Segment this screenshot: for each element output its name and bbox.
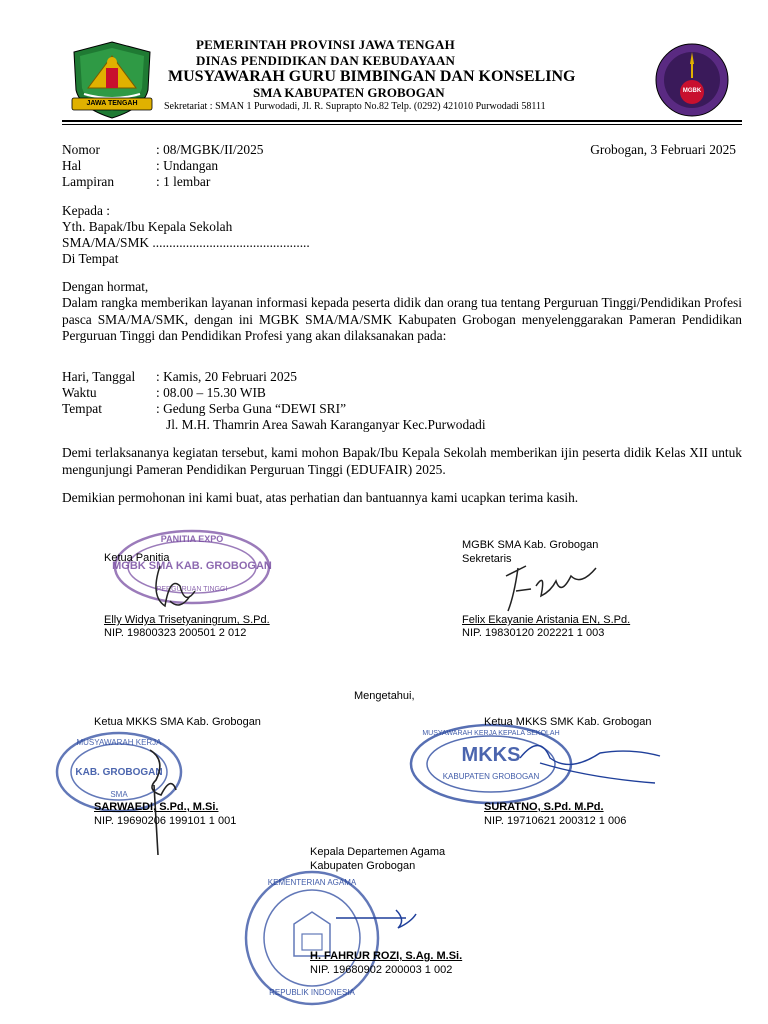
sig-mkks-sma-title: Ketua MKKS SMA Kab. Grobogan [94, 716, 261, 728]
recipient-line-4: Di Tempat [62, 251, 119, 266]
greeting: Dengan hormat, [62, 279, 149, 294]
letter-date: Grobogan, 3 Februari 2025 [590, 142, 736, 157]
sig-ketua-name: Elly Widya Trisetyaningrum, S.Pd. [104, 614, 270, 626]
sig-sekretaris-nip: NIP. 19830120 202221 1 003 [462, 627, 605, 639]
header-line-1: PEMERINTAH PROVINSI JAWA TENGAH [196, 37, 455, 52]
header-address: Sekretariat : SMAN 1 Purwodadi, Jl. R. Suprapto No.82 Telp. (0292) 421010 Purwodadi 58111 [164, 101, 546, 112]
logo-banner-text: JAWA TENGAH [86, 100, 138, 107]
sig-mkks-smk-name: SURATNO, S.Pd. M.Pd. [484, 801, 604, 813]
sig-kemenag-name: H. FAHRUR ROZI, S.Ag. M.Si. [310, 950, 463, 962]
sig-sekretaris-org: MGBK SMA Kab. Grobogan [462, 539, 599, 551]
sig-kemenag-title-2: Kabupaten Grobogan [310, 860, 416, 872]
sig-sekretaris-title: Sekretaris [462, 553, 512, 565]
stamp-kemenag: KEMENTERIAN AGAMA REPUBLIK INDONESIA [242, 868, 382, 1008]
sig-ketua-title: Ketua Panitia [104, 552, 170, 564]
recipient-line-3: SMA/MA/SMK ............................................... [62, 235, 310, 250]
detail-time: Waktu : 08.00 – 15.30 WIB [62, 385, 266, 400]
sig-mkks-sma-nip: NIP. 19690206 199101 1 001 [94, 815, 237, 827]
paragraph-3: Demikian permohonan ini kami buat, atas perhatian dan bantuannya kami ucapkan terima kasih. [62, 490, 579, 505]
sig-kemenag-title-1: Kepala Departemen Agama [310, 846, 446, 858]
mgbk-logo-text: MGBK [682, 88, 702, 94]
signature-ketua [140, 556, 210, 621]
detail-place: Tempat : Gedung Serba Guna “DEWI SRI” [62, 401, 347, 416]
stamp-panitia: PANITIA EXPO MGBK SMA KAB. GROBOGAN PERGURUAN TINGGI [112, 528, 272, 606]
paragraph-2: Demi terlaksananya kegiatan tersebut, kami mohon Bapak/Ibu Kepala Sekolah memberikan ijin peserta didik Kelas XII untuk mengunjungi Pameran Pendidikan Perguruan Tinggi (EDUFAIR) 2025. [62, 445, 742, 477]
sig-mkks-smk-nip: NIP. 19710621 200312 1 006 [484, 815, 627, 827]
paragraph-1: Dalam rangka memberikan layanan informasi kepada peserta didik dan orang tua tentang Perguruan Tinggi/Pendidikan Profesi pasca SMA/MA/SMK, dengan ini MGBK SMA/MA/SMK Kabupaten Grobogan menyelenggarakan Pameran Pendidikan Perguruan Tinggi dan Pendidikan Profesi yang akan dilaksanakan pada: [62, 295, 742, 343]
recipient-line-2: Yth. Bapak/Ibu Kepala Sekolah [62, 219, 233, 234]
signature-mkks-smk [480, 728, 680, 793]
header-line-3: MUSYAWARAH GURU BIMBINGAN DAN KONSELING [168, 68, 576, 85]
header-line-4: SMA KABUPATEN GROBOGAN [253, 85, 445, 100]
recipient-line-1: Kepada : [62, 203, 110, 218]
meta-lampiran: Lampiran : 1 lembar [62, 174, 211, 189]
meta-nomor: Nomor : 08/MGBK/II/2025 [62, 142, 264, 157]
sig-kemenag-nip: NIP. 19680902 200003 1 002 [310, 964, 453, 976]
signature-kemenag [326, 900, 426, 945]
stamp-mkks-smk: MUSYAWARAH KERJA KEPALA SEKOLAH MKKS KABUPATEN GROBOGAN [408, 722, 574, 806]
header-rule-thin [62, 124, 742, 125]
meta-hal: Hal : Undangan [62, 158, 219, 173]
detail-place-address: Jl. M.H. Thamrin Area Sawah Karanganyar Kec.Purwodadi [166, 417, 486, 432]
header-rule-thick [62, 120, 742, 122]
mengetahui-label: Mengetahui, [354, 690, 415, 702]
provincial-logo [66, 38, 158, 122]
sig-sekretaris-name: Felix Ekayanie Aristania EN, S.Pd. [462, 614, 631, 626]
sig-mkks-smk-title: Ketua MKKS SMK Kab. Grobogan [484, 716, 652, 728]
detail-date: Hari, Tanggal : Kamis, 20 Februari 2025 [62, 369, 297, 384]
mgbk-logo [654, 42, 730, 118]
signature-sekretaris [496, 556, 606, 621]
header-line-2: DINAS PENDIDIKAN DAN KEBUDAYAAN [196, 53, 456, 68]
sig-mkks-sma-name: SARWAEDI, S.Pd., M.Si. [94, 801, 219, 813]
sig-ketua-nip: NIP. 19800323 200501 2 012 [104, 627, 247, 639]
stamp-mkks-sma: MUSYAWARAH KERJA KAB. GROBOGAN SMA [54, 730, 184, 814]
